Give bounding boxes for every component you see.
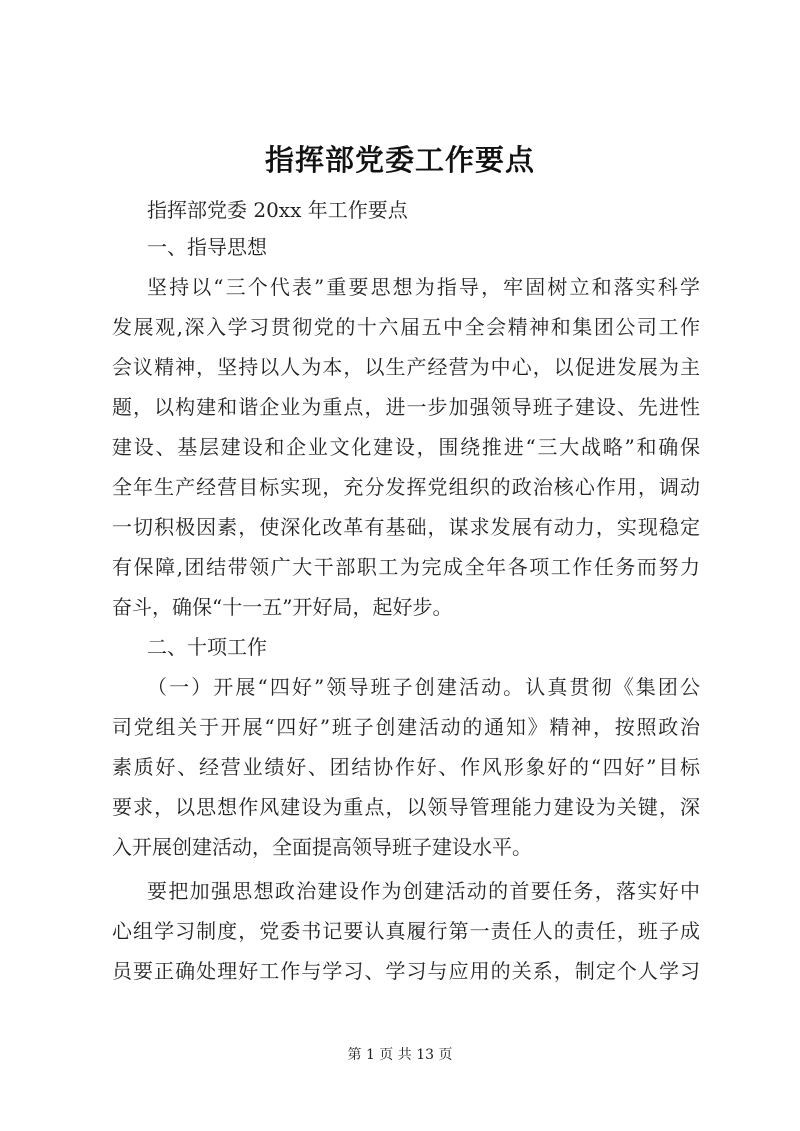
section-heading: 一、指导思想 bbox=[147, 235, 267, 259]
paragraph-line: 会议精神，坚持以人为本，以生产经营为中心，以促进发展为主 bbox=[112, 355, 700, 379]
paragraph-line: 有保障,团结带领广大干部职工为完成全年各项工作任务而努力 bbox=[112, 555, 700, 579]
paragraph-line: 要把加强思想政治建设作为创建活动的首要任务，落实好中 bbox=[147, 879, 700, 903]
paragraph-line: 一切积极因素，使深化改革有基础，谋求发展有动力，实现稳定 bbox=[112, 515, 700, 539]
document-title: 指挥部党委工作要点 bbox=[264, 143, 535, 177]
section-heading: 二、十项工作 bbox=[147, 635, 267, 659]
paragraph-line: 全年生产经营目标实现，充分发挥党组织的政治核心作用，调动 bbox=[112, 475, 700, 499]
page-number-footer: 第 1 页 共 13 页 bbox=[347, 1047, 453, 1063]
paragraph-line: 发展观,深入学习贯彻党的十六届五中全会精神和集团公司工作 bbox=[112, 315, 700, 339]
paragraph-line: 奋斗，确保“十一五”开好局，起好步。 bbox=[112, 595, 453, 619]
subtitle-line: 指挥部党委 20xx 年工作要点 bbox=[147, 198, 408, 222]
paragraph-line: 坚持以“三个代表”重要思想为指导，牢固树立和落实科学 bbox=[147, 275, 700, 299]
paragraph-line: 建设、基层建设和企业文化建设，围绕推进“三大战略”和确保 bbox=[112, 435, 700, 459]
paragraph-line: 心组学习制度，党委书记要认真履行第一责任人的责任，班子成 bbox=[112, 919, 700, 943]
paragraph-line: 入开展创建活动，全面提高领导班子建设水平。 bbox=[112, 835, 532, 859]
paragraph-line: （一）开展“四好”领导班子创建活动。认真贯彻《集团公 bbox=[147, 675, 700, 699]
paragraph-line: 题，以构建和谐企业为重点，进一步加强领导班子建设、先进性 bbox=[112, 395, 700, 419]
paragraph-line: 要求，以思想作风建设为重点，以领导管理能力建设为关键，深 bbox=[112, 795, 700, 819]
paragraph-line: 司党组关于开展“四好”班子创建活动的通知》精神，按照政治 bbox=[112, 715, 700, 739]
paragraph-line: 素质好、经营业绩好、团结协作好、作风形象好的“四好”目标 bbox=[112, 755, 700, 779]
paragraph-line: 员要正确处理好工作与学习、学习与应用的关系，制定个人学习 bbox=[112, 959, 700, 983]
